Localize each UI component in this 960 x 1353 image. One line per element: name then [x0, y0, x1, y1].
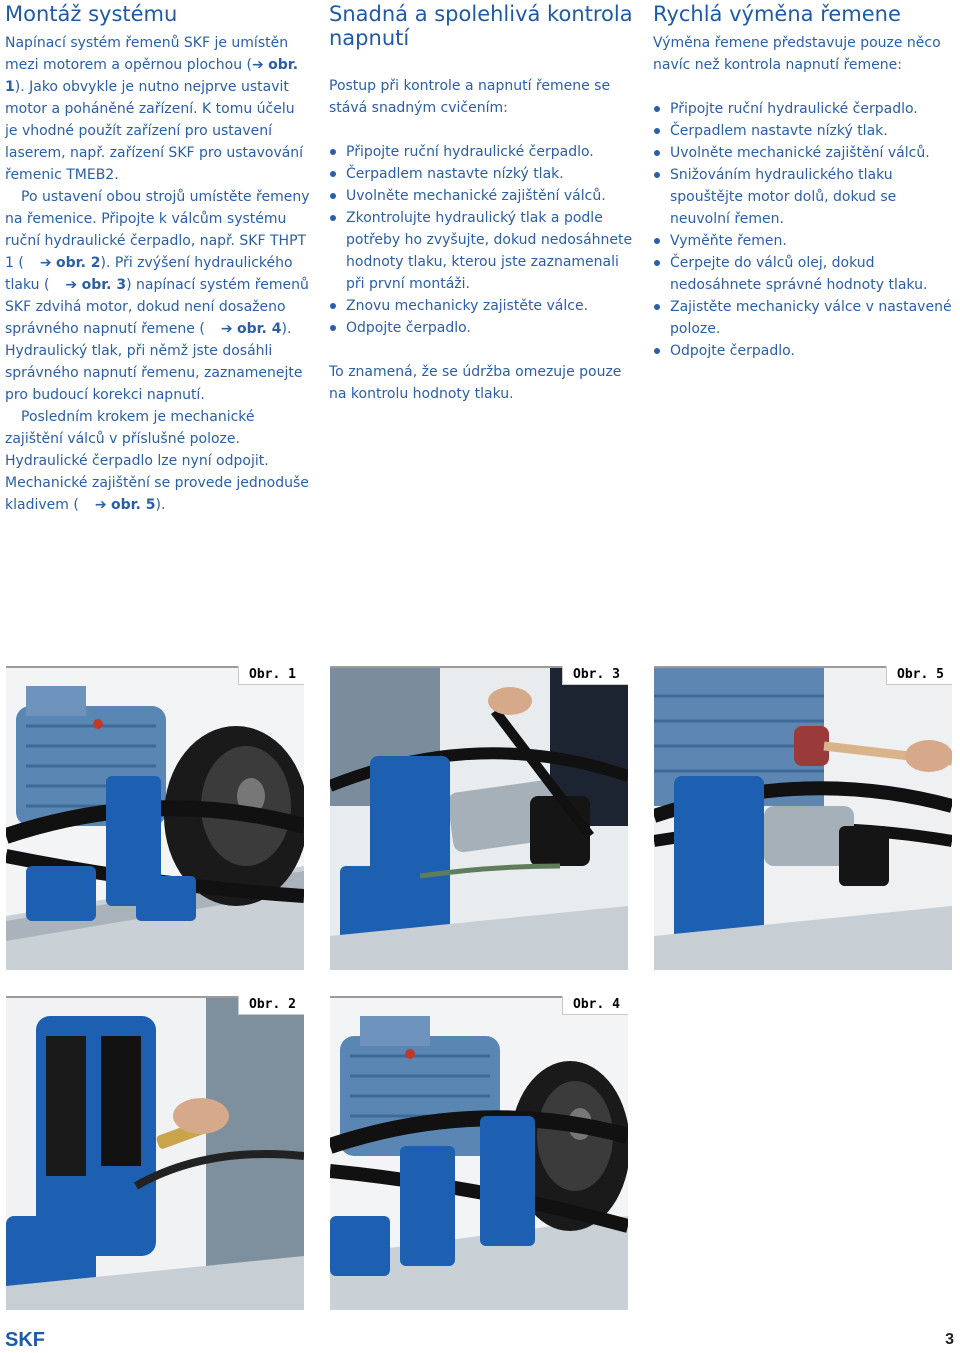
list-item: Čerpadlem nastavte nízký tlak.	[653, 120, 953, 142]
arrow-right-icon: ➔	[65, 277, 78, 293]
arrow-right-icon: ➔	[251, 57, 264, 73]
figure-4-photo	[330, 996, 628, 1310]
text-span: ). Při zvýšení hydraulického tlaku (	[5, 255, 293, 293]
figure-label: Obr. 2	[238, 996, 304, 1015]
text-span: Napínací systém řemenů SKF je umístěn mezi motorem a opěrnou plochou (	[5, 35, 289, 73]
column-assembly	[5, 0, 310, 516]
text-span: ).	[155, 497, 166, 513]
page-number: 3	[945, 1331, 954, 1348]
machine-illustration	[330, 666, 628, 970]
text-span: Posledním krokem je mechanické zajištění válců v příslušné poloze. Hydraulické čerpadlo lze nyní odpojit. Mechanické zajištění se provede jednoduše kladivem (	[5, 409, 309, 513]
text-span: ). Hydraulický tlak, při němž jste dosáhli správného napnutí řemenu, zaznamenejte pro budoucí korekci napnutí.	[5, 321, 303, 403]
list-item: Zajistěte mechanicky válce v nastavené poloze.	[653, 296, 953, 340]
section-title-assembly: Montáž systému	[5, 2, 178, 26]
list-item: Čerpejte do válců olej, dokud nedosáhnete správné hodnoty tlaku.	[653, 252, 953, 296]
belt-replacement-steps	[653, 98, 953, 362]
figure-ref-5: obr. 5	[111, 497, 156, 513]
arrow-right-icon: ➔	[39, 255, 52, 271]
column-tension-check	[329, 0, 634, 405]
section-title-belt-replacement: Rychlá výměna řemene	[653, 2, 901, 26]
figure-3-photo	[330, 666, 628, 970]
list-item: Uvolněte mechanické zajištění válců.	[329, 185, 634, 207]
assembly-paragraph-1	[5, 32, 310, 186]
figure-label: Obr. 1	[238, 666, 304, 685]
figure-1-photo	[6, 666, 304, 970]
figure-2-photo	[6, 996, 304, 1310]
assembly-paragraph-3	[5, 406, 310, 516]
list-item: Připojte ruční hydraulické čerpadlo.	[653, 98, 953, 120]
tension-check-steps	[329, 141, 634, 339]
title-line-1: Snadná a spolehlivá kontrola	[329, 2, 633, 26]
column-belt-replacement	[653, 0, 953, 362]
list-item: Připojte ruční hydraulické čerpadlo.	[329, 141, 634, 163]
tension-check-summary: To znamená, že se údržba omezuje pouze na kontrolu hodnoty tlaku.	[329, 364, 622, 402]
machine-illustration	[6, 996, 304, 1310]
figure-label: Obr. 3	[562, 666, 628, 685]
arrow-right-icon: ➔	[94, 497, 107, 513]
figure-label: Obr. 4	[562, 996, 628, 1015]
figure-5-photo	[654, 666, 952, 970]
text-span: ) napínací systém řemenů SKF zdvihá motor, dokud není dosaženo správného napnutí řemene (	[5, 277, 309, 337]
assembly-paragraph-2	[5, 186, 310, 406]
text-span: ). Jako obvykle je nutno nejprve ustavit motor a poháněné zařízení. K tomu účelu je vhodné použít zařízení pro ustavení laserem, např. zařízení SKF pro ustavování řemenic TMEB2.	[5, 79, 304, 183]
list-item: Odpojte čerpadlo.	[329, 317, 634, 339]
machine-illustration	[654, 666, 952, 970]
figure-ref-3: obr. 3	[81, 277, 127, 293]
list-item: Snižováním hydraulického tlaku spouštějte motor dolů, dokud se neuvolní řemen.	[653, 164, 953, 230]
tension-check-lead: Postup při kontrole a napnutí řemene se stává snadným cvičením:	[329, 78, 611, 116]
skf-logo	[5, 1327, 65, 1351]
title-line-2: napnutí	[329, 26, 410, 50]
arrow-right-icon: ➔	[220, 321, 233, 337]
machine-illustration	[6, 666, 304, 970]
text-span: Po ustavení obou strojů umístěte řemeny na řemenice. Připojte k válcům systému ruční hydraulické čerpadlo, např. SKF THPT 1 (	[5, 189, 310, 271]
list-item: Uvolněte mechanické zajištění válců.	[653, 142, 953, 164]
list-item: Vyměňte řemen.	[653, 230, 953, 252]
list-item: Znovu mechanicky zajistěte válce.	[329, 295, 634, 317]
section-title-tension-check	[329, 0, 634, 50]
logo-text: SKF	[5, 1329, 45, 1351]
list-item: Zkontrolujte hydraulický tlak a podle potřeby ho zvyšujte, dokud nedosáhnete hodnoty tlaku, kterou jste zaznamenali při první montáži.	[329, 207, 634, 295]
list-item: Odpojte čerpadlo.	[653, 340, 953, 362]
list-item: Čerpadlem nastavte nízký tlak.	[329, 163, 634, 185]
figure-label: Obr. 5	[886, 666, 952, 685]
belt-replacement-lead: Výměna řemene představuje pouze něco navíc než kontrola napnutí řemene:	[653, 35, 941, 73]
figure-ref-4: obr. 4	[237, 321, 282, 337]
figure-ref-1: obr. 1	[5, 57, 299, 95]
machine-illustration	[330, 996, 628, 1310]
figure-ref-2: obr. 2	[56, 255, 101, 271]
